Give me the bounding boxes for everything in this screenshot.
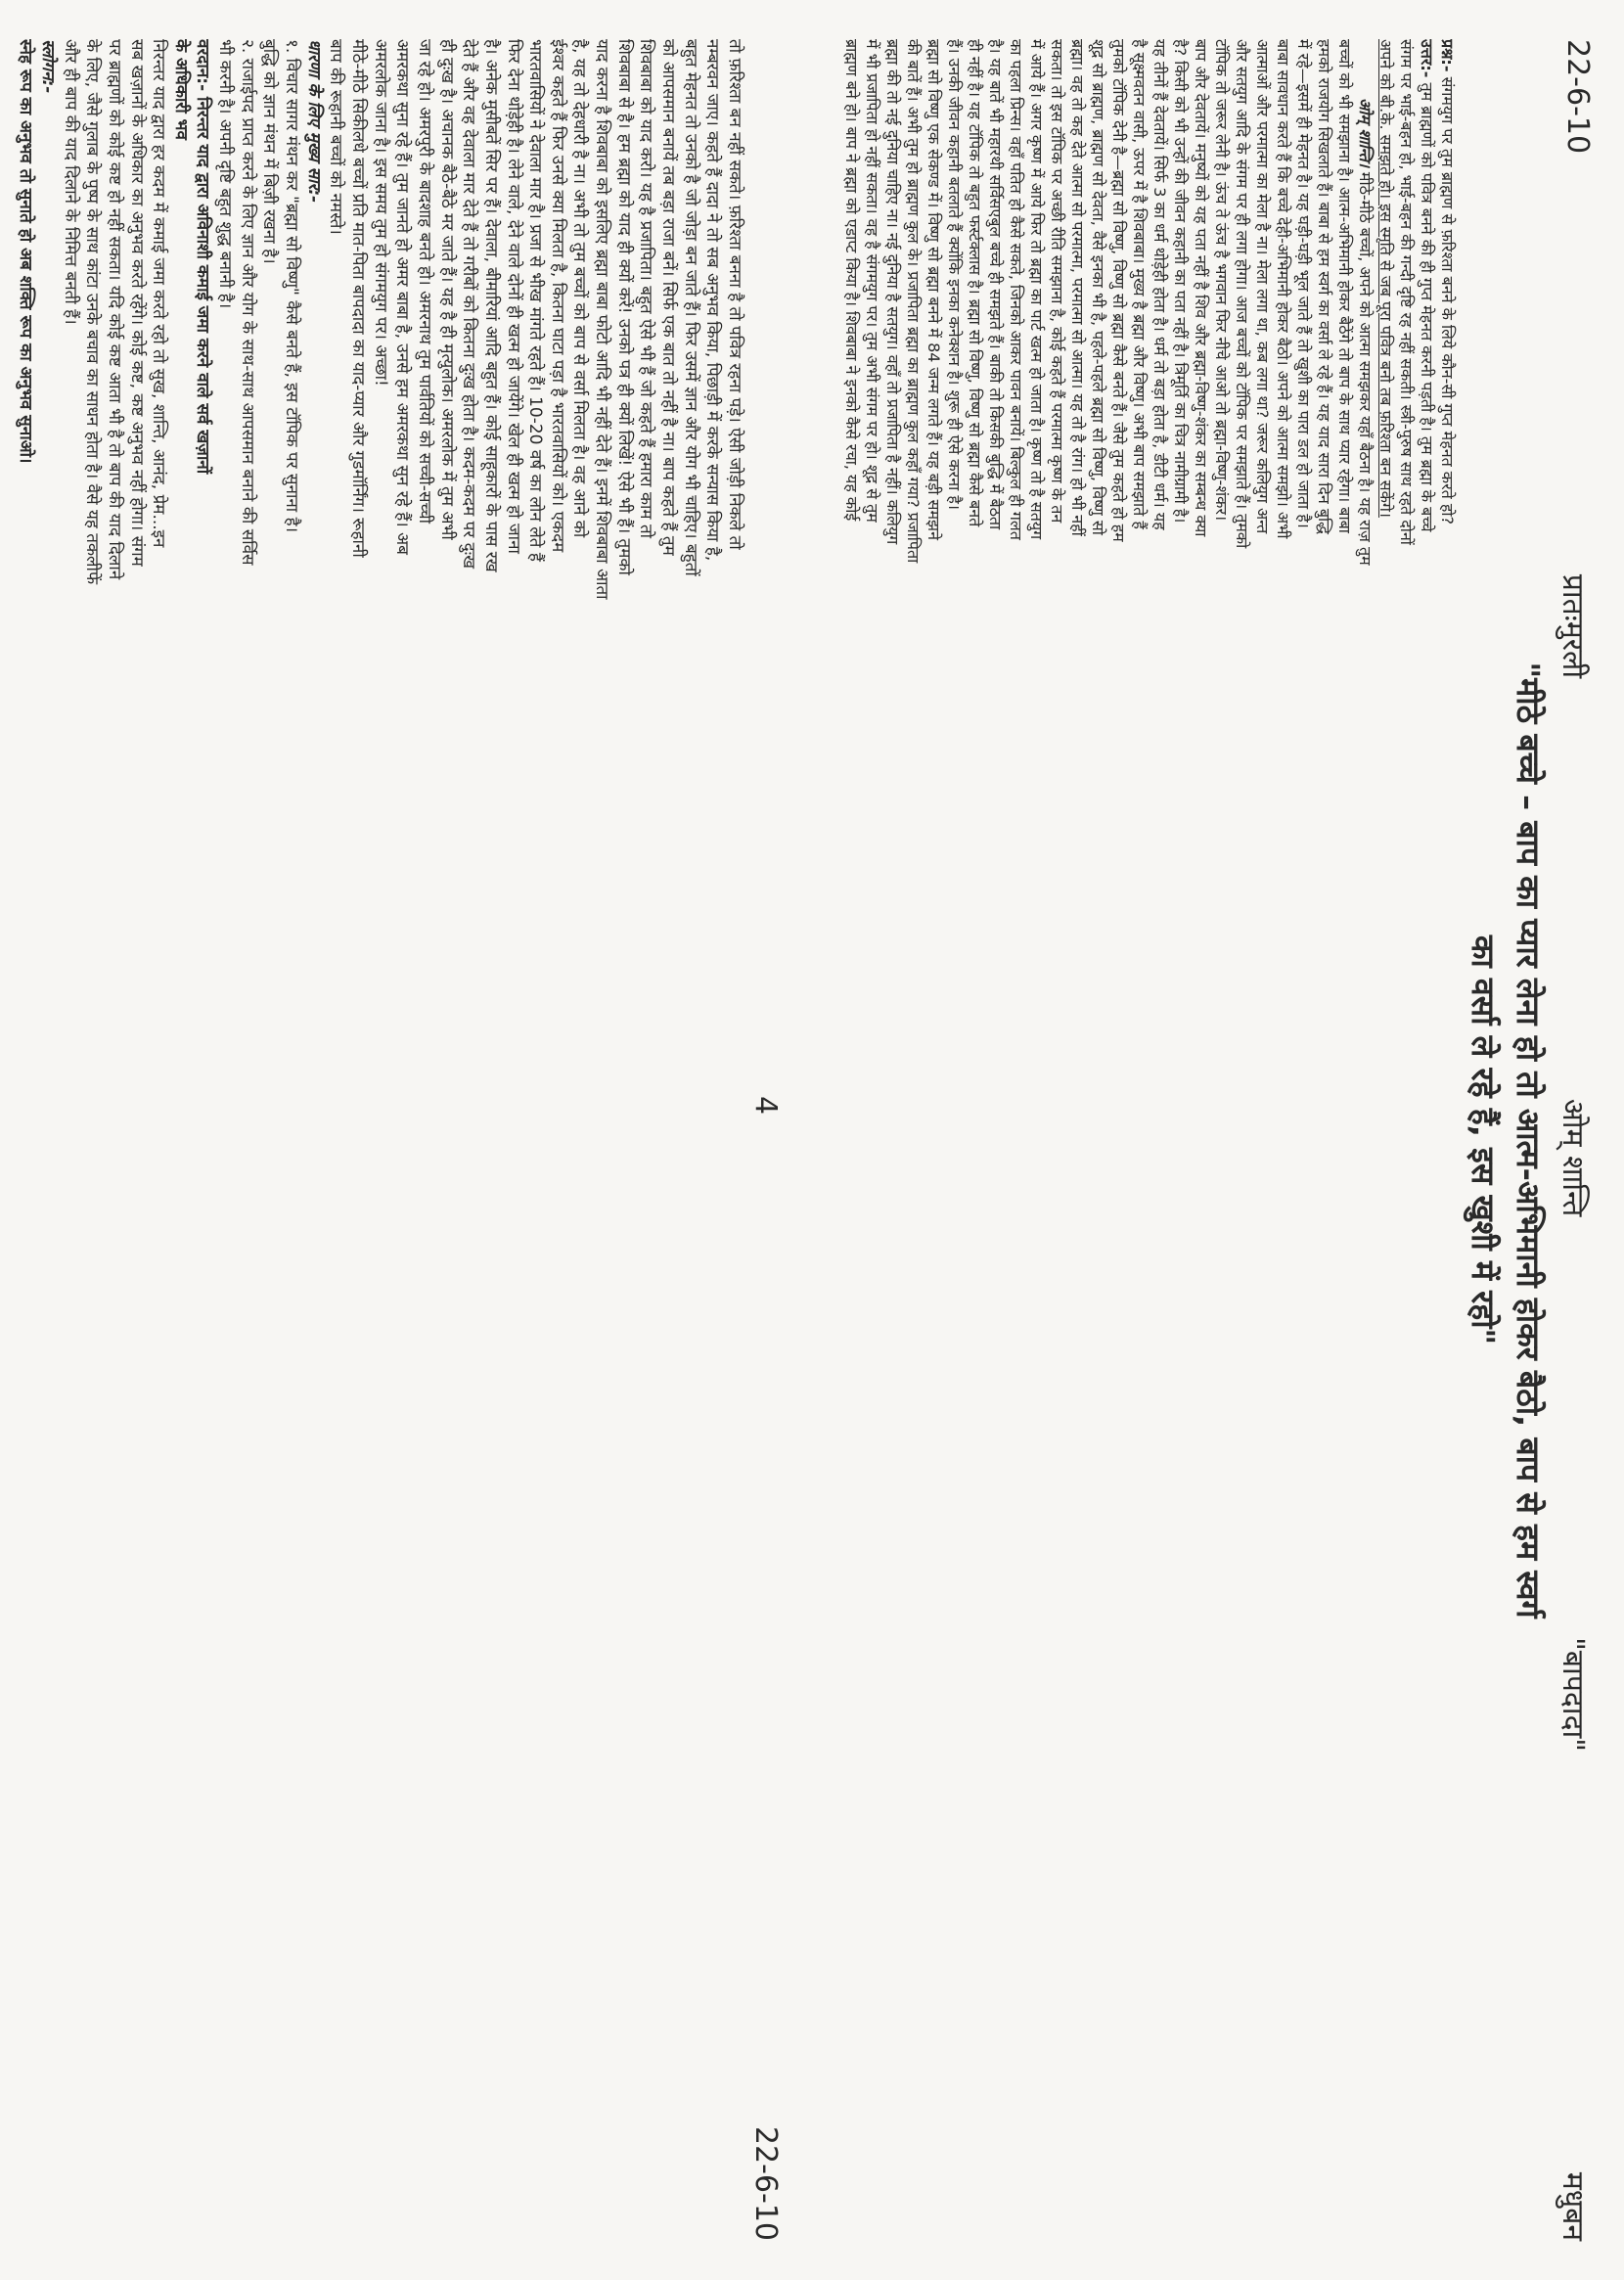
vardan-line: सब खज़ानों के अधिकार का अनुभव करते रहेंगे। कोई कष्ट, कष्ट अनुभव नहीं होगा। संगम xyxy=(126,39,147,567)
body-line: और सतयुग आदि के संगम पर ही लगा होगा। आज बच्चों को टॉपिक पर समझाते हैं। तुमको xyxy=(1233,39,1251,549)
left-line: जा रहे हो। अमरपुरी के बादशाह बनते हो। अमरनाथ तुम पार्वतियों को सच्ची-सच्ची xyxy=(414,39,434,524)
body-line: ब्राह्मण बने हो। बाप ने ब्रह्मा को एडाप्ट किया है। शिवबाबा ने इनको कैसे रचा, यह कोई xyxy=(842,39,861,522)
right-date: 22-6-10 xyxy=(1560,39,1595,155)
right-page xyxy=(812,0,1624,2280)
body-line: बाप और देवतायें। मनुष्यों को यह पता नहीं है शिव और ब्रह्मा-विष्णु-शंकर का सम्बन्ध क्या xyxy=(1192,39,1210,537)
body-line: में रहे—इसमें ही मेहनत है। यह घड़ी-घड़ी भूल जाते हैं तो खुशी का पारा डल हो जाता है। xyxy=(1294,39,1313,528)
question-label: प्रश्न:- xyxy=(1438,39,1457,72)
left-line: ही दुःख है। अचानक बैठे-बैठे मर जाते हैं। यह है ही मृत्युलोक। अमरलोक में तुम अभी xyxy=(436,39,457,540)
body-line: आत्माओं और परमात्मा का मेला है ना। मेला लगा था, कब लगा था? जरूर कलियुग अन्त xyxy=(1253,39,1272,534)
left-line: नम्बरवन जाए। कहते हैं दादा ने तो सब अनुभव किया, पिछाड़ी में करके सन्यास किया है, xyxy=(702,39,723,562)
dharna-item-2-cont: भी करनी है। अपनी दृष्टि बहुत शुद्ध बनानी है। xyxy=(215,39,236,309)
left-line: देते हैं और वह देवाला मार देते हैं तो गरीबों को कितना दुःख होता है। कदम-कदम पर दुःख xyxy=(459,39,479,570)
left-line: है। अनेक मुसीबतें सिर पर हैं। देवाला, बीमारियां आदि बहुत हैं। कोई साहूकारों के पास रख xyxy=(480,39,501,572)
vardan-line: पर ब्राह्मणों को कोई कष्ट हो नहीं सकता। यदि कोई कष्ट आता भी है तो बाप की याद दिलाने xyxy=(104,39,124,580)
left-line: याद करना है शिवबाबा को इसलिए ब्रह्मा बाबा फोटो आदि भी नहीं देते हैं। इनमें शिवबाबा आता xyxy=(592,39,612,600)
right-om-shanti: ओम् शान्ति xyxy=(1556,1098,1590,1217)
body-line: है। यह बातें भी महारथी सर्विसएबुल बच्चे ही समझते हैं। बाकी तो किसकी बुद्धि में बैठता xyxy=(986,39,1005,530)
answer xyxy=(1417,39,1437,2241)
slogan-text: स्नेह रूप का अनुभव तो सुनाते हो अब शक्ति रूप का अनुभव सुनाओ। xyxy=(16,39,36,464)
body-line: बाबा सावधान करते हैं कि बच्चे देही-अभिमानी होकर बैठो। अपने को आत्मा समझो। अभी xyxy=(1274,39,1292,539)
body-line: है सूक्ष्मवतन वासी, ऊपर में है शिवबाबा। मुख्य है ब्रह्मा और विष्णु। अभी बाप समझाते हैं xyxy=(1130,39,1149,529)
dharna-item-1-cont: बुद्धि को ज्ञान मंथन में बिज़ी रखना है। xyxy=(259,39,280,264)
answer-line: अपने को बी.के. समझते हो। इस स्मृति से जब पूरा पवित्र बनो तब फ़रिश्ता बन सकेंगे। xyxy=(1376,39,1395,518)
vardan-line: के लिए, जैसे गुलाब के पुष्प के साथ कांटा उनके बचाव का साधन होता है। वैसे यह तकलीफें xyxy=(82,39,103,585)
left-line: है, यह तो देहधारी है ना। अभी तो तुम बच्चों को बाप से वर्सा मिलता है। वह आने को xyxy=(569,39,590,538)
body-line: में भी प्रजापिता हो नहीं सकता। वह है संगमयुग पर। तुम अभी संगम पर हो। शूद्र से तुम xyxy=(863,39,881,523)
question-text: संगमयुग पर तुम ब्राह्मण से फ़रिश्ता बनने के लिये कौन-सी गुप्त मेहनत करते हो? xyxy=(1438,76,1457,524)
body-line: सकता। तो इस टॉपिक पर अच्छी रीति समझाना है, कोई कहते हैं परमात्मा कृष्ण के तन xyxy=(1048,39,1066,524)
dharna-item-2: २. राजाईपद प्राप्त करने के लिए ज्ञान और योग के साथ-साथ आपसमान बनाने की सर्विस xyxy=(237,39,257,566)
om-shanti-bold: ओम् शान्ति। xyxy=(1356,98,1375,167)
left-page-number: 4 xyxy=(748,1096,783,1116)
answer-text: तुम ब्राह्मणों को पवित्र बनने की ही गुप्त मेहनत करनी पड़ती है। तुम ब्रह्मा के बच्चे xyxy=(1418,82,1436,532)
left-line: तो फ़रिश्ता बन नहीं सकते। फ़रिश्ता बनना है तो पवित्र रहना पड़े। ऐसी जोड़ी निकले तो xyxy=(725,39,744,550)
vardan-line: निरन्तर याद द्वारा हर कदम में कमाई जमा करते रहो तो सुख, शान्ति, आनंद, प्रेम...इन xyxy=(149,39,169,548)
body-line: का पहला प्रिन्स। वहाँ पतित हो कैसे सकते, जिनको आकर पावन बनायें। बिल्कुल ही गलत xyxy=(1007,39,1025,540)
body-line: ब्रह्मा। वह तो कह देते आत्मा सो परमात्मा, परमात्मा सो आत्मा। यह तो है रांग। हो भी नहीं xyxy=(1068,39,1087,536)
left-line: भारतवासियों ने देवाला मार है। प्रजा से भीख मांगते रहते हैं। 10-20 वर्ष का लोन लेते हैं xyxy=(525,39,546,562)
question xyxy=(1437,39,1458,2241)
answer-label: उत्तर:- xyxy=(1418,39,1436,78)
body-line: बच्चों को भी समझाना है। आत्म-अभिमानी होकर बैठेंगे तो बाप के साथ प्यार रहेगा। बाबा xyxy=(1335,39,1354,533)
slogan-heading: स्लोगन:- xyxy=(37,39,58,94)
left-page-date: 22-6-10 xyxy=(748,2125,783,2241)
body-line: हमको राजयोग सिखलाते हैं। बाबा से हम स्वर्ग का वर्सा ले रहे हैं। यह याद सारा दिन बुद्धि xyxy=(1315,39,1333,534)
body-opening xyxy=(1355,39,1376,2280)
body-line: यह तीनों हैं देवतायें। सिर्फ 3 का धर्म थोड़ेही होता है। धर्म तो बड़ा होता है, डीटी धर्म। यह xyxy=(1150,39,1169,530)
body-first-line: मीठे-मीठे बच्चों, अपने को आत्मा समझकर यहाँ बैठना है। यह राज़ तुम xyxy=(1356,171,1375,566)
body-line: है? किसी को भी उन्हों की जीवन कहानी का पता नहीं है। त्रिमूर्ति का चित्र नामीग्रामी है। xyxy=(1171,39,1190,524)
left-line: को आपसमान बनायें तब बड़ा राजा बनें। सिर्फ एक बात तो नहीं है ना। बाप कहते हैं तुम xyxy=(658,39,679,556)
right-title-2: का वर्सा ले रहे हैं, इस खुशी में रहो" xyxy=(1465,935,1502,1345)
body-line: शूद्र सो ब्राह्मण, ब्राह्मण सो देवता, वैसे इनका भी है, पहले-पहले ब्रह्मा सो विष्णु, विष्णु सो xyxy=(1089,39,1107,535)
left-page-header xyxy=(748,39,783,2241)
body-line: ब्रह्मा की तो नई दुनिया चाहिए ना। नई दुनिया है सतयुग। वहाँ तो प्रजापिता है नहीं। कलियुग xyxy=(883,39,902,545)
left-line: ईश्वर कहते हैं फिर उनसे क्या मिलता है, कितना घाटा पड़ा है भारतवासियों को। एकदम xyxy=(547,39,567,553)
right-time-label: प्रातःमुरली xyxy=(1556,573,1590,679)
left-line: शिवबाबा से है। हम ब्रह्मा को याद ही क्यों करें! उनको पत्र ही क्यों लिखें! ऐसे भी हैं। तुमको xyxy=(613,39,634,575)
left-line: अमरकथा सुना रहे हैं। तुम जानते हो अमर बाबा है, उनसे हम अमरकथा सुन रहे हैं। अब xyxy=(392,39,413,555)
left-closing-1: मीठे-मीठे सिकीलधे बच्चों प्रति मात-पिता बापदादा का याद-प्यार और गुडमॉर्निंग। रूहानी xyxy=(348,39,369,558)
right-page-header xyxy=(1555,39,1595,2241)
body-line: टॉपिक तो जरूर लेनी है। ऊंच ते ऊंच है भगवान फिर नीचे आओ तो ब्रह्मा-विष्णु-शंकर। xyxy=(1212,39,1231,522)
vardan-line: और ही बाप की याद दिलाने के निमित्त बनती हैं। xyxy=(60,39,80,325)
right-bapdada: "बापदादा" xyxy=(1556,1637,1590,1753)
body-line: तुमको टॉपिक देनी है—ब्रह्मा सो विष्णु, विष्णु सो ब्रह्मा कैसे बनते हैं। जैसे तुम कहते हो हम xyxy=(1109,39,1128,542)
answer-line: संगम पर भाई-बहन हो, भाई-बहन की गन्दी दृष्टि रह नहीं सकती। स्त्री-पुरुष साथ रहते दोनों xyxy=(1397,39,1416,545)
right-madhuban: मधुबन xyxy=(1556,2171,1590,2241)
left-line: फिर देना थोड़ेही है। लेने वाले, देने वाले दोनों ही खत्म हो जायेंगे। खेल ही खत्म हो जाना xyxy=(503,39,523,554)
body-line: हैं। उनकी जीवन कहानी बतलाते हैं क्योंकि इनका कनेक्शन है। शुरू ही ऐसे करना है। xyxy=(945,39,964,510)
left-closing-2: बाप की रूहानी बच्चों को नमस्ते। xyxy=(326,39,346,235)
vardan-heading-cont: के अधिकारी भव xyxy=(170,39,191,140)
body-line: में आये हैं। अगर कृष्ण में आये फिर तो ब्रह्मा का पार्ट खत्म हो जाता है। कृष्ण तो है सतयुग xyxy=(1027,39,1046,540)
body-line: ही नहीं है। यह टॉपिक तो बहुत फर्स्टक्लास है। ब्रह्मा सो विष्णु, विष्णु सो ब्रह्मा कैसे बनते xyxy=(966,39,984,527)
left-line: शिवबाबा को याद करो। यह है प्रजापिता। बहुत ऐसे भी हैं जो कहते हैं हमारा काम तो xyxy=(636,39,656,539)
body-line: की बातें हैं। अभी तुम हो ब्राह्मण कुल के। प्रजापिता ब्रह्मा का ब्राह्मण कुल कहाँ गया? प्रजापिता xyxy=(904,39,923,564)
body-line: ब्रह्मा सो विष्णु एक सेकण्ड में। विष्णु सो ब्रह्मा बनने में 84 जन्म लगते हैं। यह बड़ी समझने xyxy=(925,39,943,540)
vardan-heading: वरदान:- निरन्तर याद द्वारा अविनाशी कमाई जमा करने वाले सर्व खज़ानों xyxy=(193,39,213,475)
left-line: बहुत मेहनत तो उनको है जो जोड़ा बन जाते हैं। फिर उसमें ज्ञान और योग भी चाहिए। बहुतों xyxy=(680,39,700,576)
left-line: अमरलोक जाना है। इस समय तुम हो संगमयुग पर। अच्छा! xyxy=(370,39,390,387)
dharna-item-1: १. विचार सागर मंथन कर "ब्रह्मा सो विष्णु" कैसे बनते हैं, इस टॉपिक पर सुनाना है। xyxy=(282,39,302,533)
dharna-heading: धारणा के लिए मुख्य सार:- xyxy=(303,39,324,204)
right-title-1: "मीठे बच्चे – बाप का प्यार लेना हो तो आत्म-अभिमानी होकर बैठो, बाप से हम स्वर्ग xyxy=(1510,661,1547,1619)
